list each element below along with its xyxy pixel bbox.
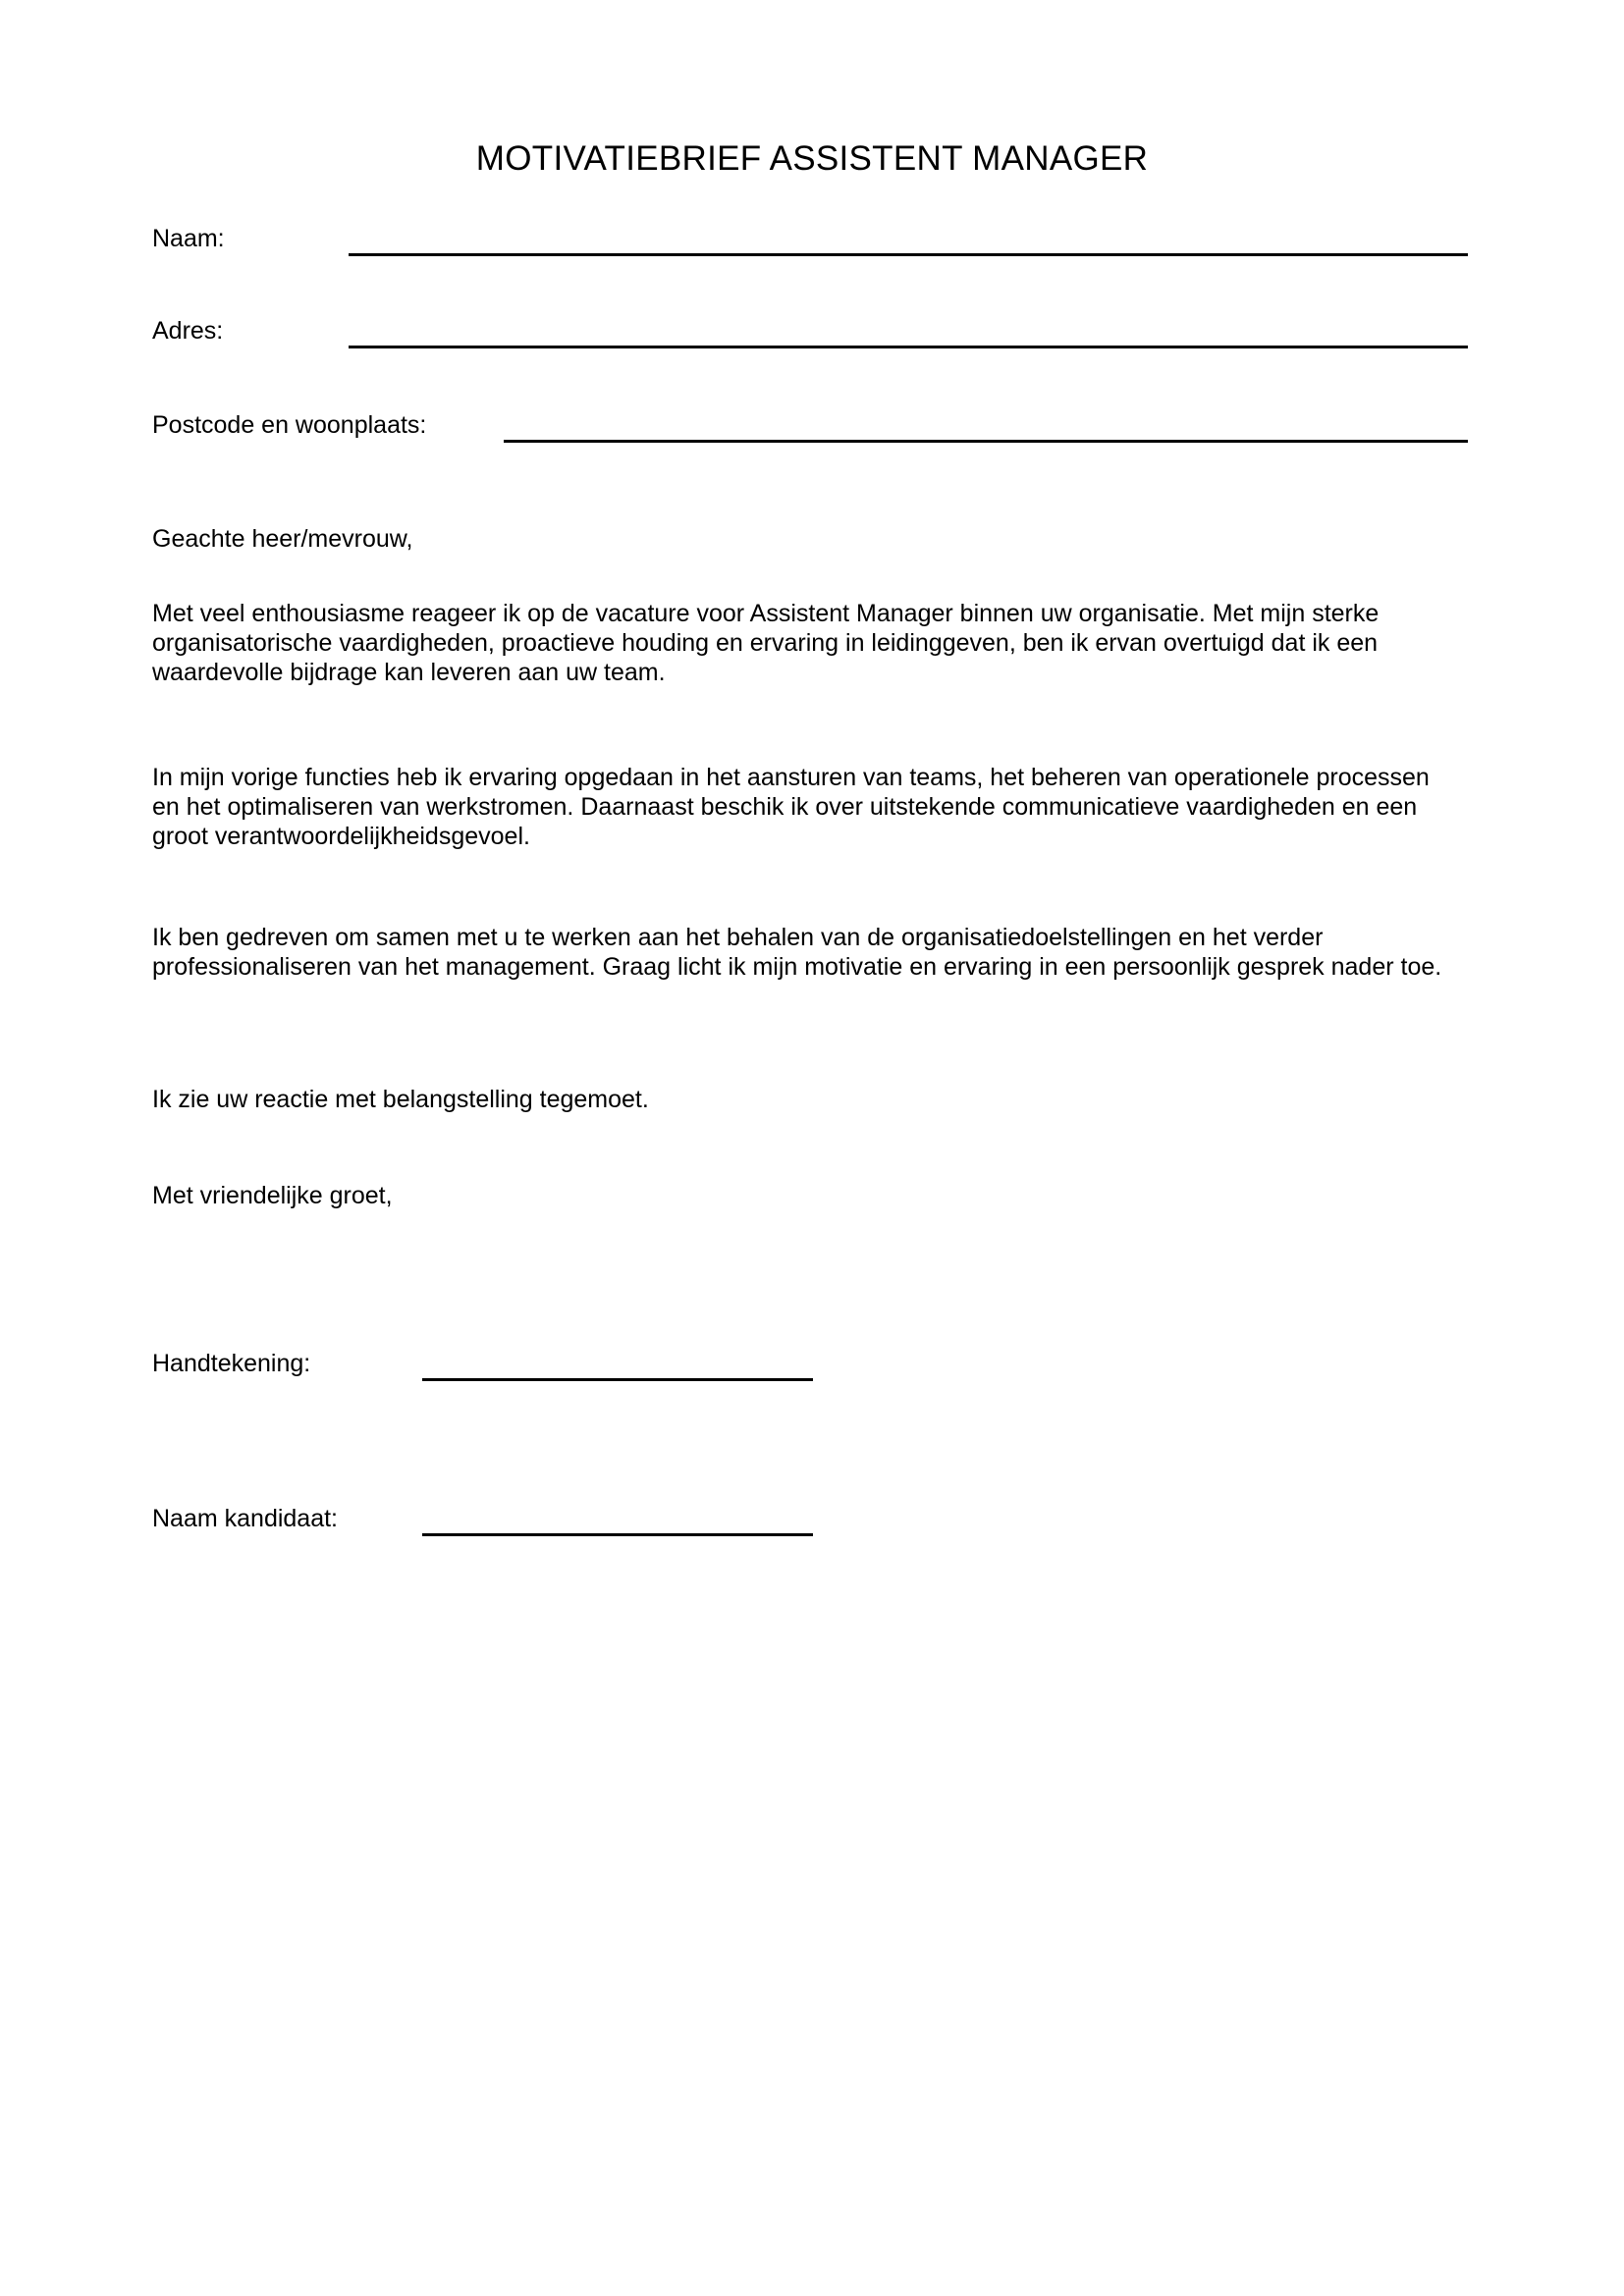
page-title: MOTIVATIEBRIEF ASSISTENT MANAGER <box>475 139 1149 179</box>
signature-field-handtekening-input-rule[interactable] <box>422 1378 813 1381</box>
letter-paragraph-2: In mijn vorige functies heb ik ervaring opgedaan in het aansturen van teams, het beheren van operationele processen en het optimaliseren van werkstromen. Daarnaast beschik ik over uitstekende communicatieve vaardigheden en een groot verantwoordelijkheidsgevoel. <box>152 764 1430 850</box>
form-field-naam-label: Naam: <box>152 225 225 252</box>
letter-closing-greeting: Met vriendelijke groet, <box>152 1182 393 1209</box>
letter-closing-reaction: Ik zie uw reactie met belangstelling tegemoet. <box>152 1086 649 1113</box>
form-field-adres-label: Adres: <box>152 317 224 345</box>
form-field-adres-input-rule[interactable] <box>349 346 1468 348</box>
signature-field-naam-kandidaat-label: Naam kandidaat: <box>152 1505 339 1532</box>
form-field-postcode-woonplaats-input-rule[interactable] <box>504 440 1468 443</box>
signature-field-naam-kandidaat-input-rule[interactable] <box>422 1533 813 1536</box>
letter-salutation: Geachte heer/mevrouw, <box>152 525 413 553</box>
signature-field-handtekening-label: Handtekening: <box>152 1350 311 1377</box>
form-field-naam-input-rule[interactable] <box>349 253 1468 256</box>
form-field-postcode-woonplaats-label: Postcode en woonplaats: <box>152 411 427 439</box>
letter-paragraph-3: Ik ben gedreven om samen met u te werken aan het behalen van de organisatiedoelstellingen en het verder professionaliseren van het management. Graag licht ik mijn motivatie en ervaring in een persoonlijk gesprek nader toe. <box>152 924 1442 981</box>
letter-paragraph-1: Met veel enthousiasme reageer ik op de vacature voor Assistent Manager binnen uw organisatie. Met mijn sterke organisatorische vaardigheden, proactieve houding en ervaring in leidinggeven, ben ik ervan overtuigd dat ik een waardevolle bijdrage kan leveren aan uw team. <box>152 600 1380 686</box>
